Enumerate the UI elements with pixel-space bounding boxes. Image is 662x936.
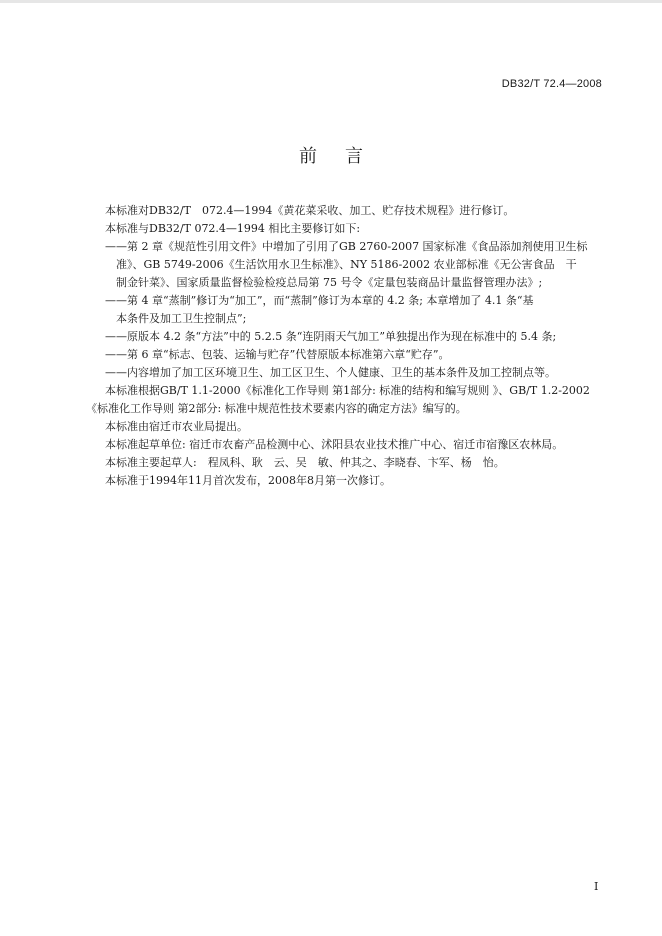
paragraph-publication-history: 本标准于1994年11月首次发布，2008年8月第一次修订。 xyxy=(105,474,391,487)
paragraph-main-drafters: 本标准主要起草人: 程凤科、耿 云、吴 敏、仲其之、李晓春、卞军、杨 怡。 xyxy=(105,456,505,469)
list-item-chapter-6: ——第 6 章“标志、包装、运输与贮存”代替原版本标准第六章“贮存”。 xyxy=(105,348,450,361)
document-code: DB32/T 72.4—2008 xyxy=(501,78,602,90)
paragraph-main-changes-intro: 本标准与DB32/T 072.4—1994 相比主要修订如下: xyxy=(105,222,361,235)
list-item-chapter-2: ——第 2 章《规范性引用文件》中增加了引用了GB 2760-2007 国家标准《食品添加剂使用卫生标 xyxy=(105,240,588,253)
paragraph-revision-basis: 本标准对DB32/T 072.4—1994《黄花菜采收、加工、贮存技术规程》进行修订。 xyxy=(105,204,515,217)
paragraph-proposed-by: 本标准由宿迁市农业局提出。 xyxy=(105,420,248,433)
list-item-added-content: ——内容增加了加工区环境卫生、加工区卫生、个人健康、卫生的基本条件及加工控制点等。 xyxy=(105,366,556,379)
list-item-clause-5-4: ——原版本 4.2 条“方法”中的 5.2.5 条“连阴雨天气加工”单独提出作为现在标准中的 5.4 条; xyxy=(105,330,557,343)
list-item-chapter-4: ——第 4 章“蒸制”修订为“加工”，而“蒸制”修订为本章的 4.2 条; 本章增加了 4.1 条“基 xyxy=(105,294,534,307)
top-rule xyxy=(0,0,662,3)
page-number: I xyxy=(594,880,599,893)
list-item-chapter-2-continued: 制金针菜》、国家质量监督检验检疫总局第 75 号令《定量包装商品计量监督管理办法》; xyxy=(116,276,543,289)
list-item-chapter-4-continued: 本条件及加工卫生控制点”; xyxy=(116,312,247,325)
paragraph-drafting-rules-continued: 《标准化工作导则 第2部分: 标准中规范性技术要素内容的确定方法》编写的。 xyxy=(86,402,467,415)
foreword-body xyxy=(86,202,606,490)
paragraph-drafting-units: 本标准起草单位: 宿迁市农畜产品检测中心、沭阳县农业技术推广中心、宿迁市宿豫区农林局。 xyxy=(105,438,564,451)
paragraph-drafting-rules: 本标准根据GB/T 1.1-2000《标准化工作导则 第1部分: 标准的结构和编写规则 》、GB/T 1.2-2002 xyxy=(105,384,590,397)
page-title: 前言 xyxy=(299,146,391,167)
list-item-chapter-2-continued: 准》、GB 5749-2006《生活饮用水卫生标准》、NY 5186-2002 农业部标准《无公害食品 干 xyxy=(116,258,577,271)
